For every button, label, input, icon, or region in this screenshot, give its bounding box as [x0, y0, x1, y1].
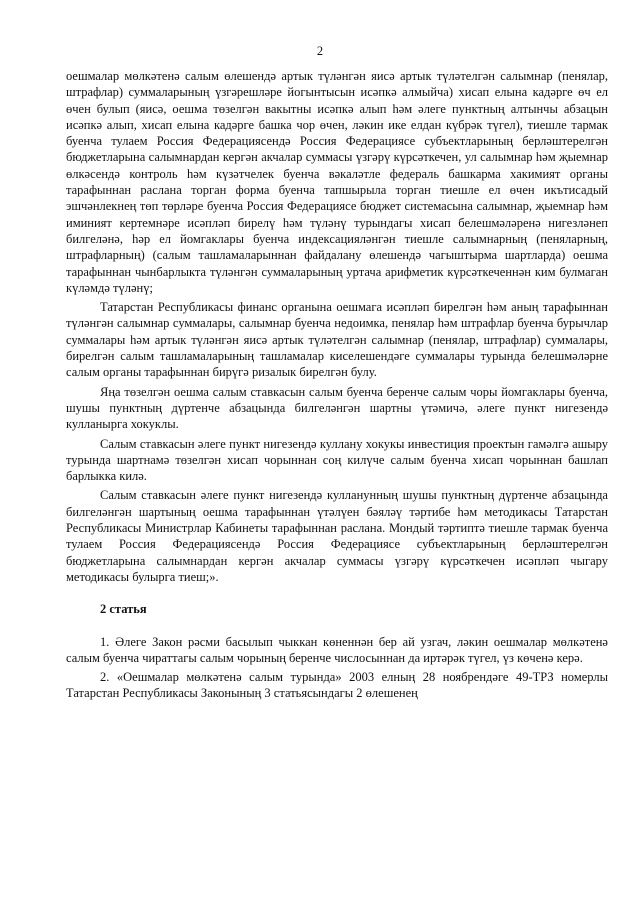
- section-title: 2 статья: [100, 602, 147, 617]
- paragraph: Салым ставкасын әлеге пункт нигезендә куллану хокукы инвестиция проектын гамәлгә ашыру турында шартнамә төзелгән хисап чорыннан соң килүче салым буенча хисап чорыннан башлап барлыкка килә.: [66, 436, 608, 484]
- paragraph: Татарстан Республикасы финанс органына оешмага исәпләп бирелгән һәм аның тарафыннан түләнгән салымнар суммалары, салымнар буенча недоимка, пенялар һәм штрафлар буенча бурычлар суммалары һәм артык түләнгән яисә артык түләтелгән салымнар (пенялар, штрафлар) суммалары, бирелгән салым ташламаларының ташламалар киселешендәге суммалары турында белешмәләрне салым органы тарафыннан бирүгә ризалык бирелгән булу.: [66, 300, 608, 380]
- paragraph: Салым ставкасын әлеге пункт нигезендә кулланунның шушы пунктның дүртенче абзацында билгеләнгән шартының оешма тарафыннан үтәлүен бәяләү тәртибе һәм методикасы Татарстан Республикасы Министрлар Кабинеты тарафыннан раслана. Мондый тәртиптә тиешле тармак буенча тулаем Россия Федерациясендә Россия Федерациясе субъектларының берләштерелгән бюджетларына салымнардан кергән акчалар суммасы үзгәрү күрсәткечен исәпләп чыгару методикасы булырга тиеш;».: [66, 488, 608, 584]
- section-paragraph: 1. Әлеге Закон рәсми басылып чыккан көненнән бер ай узгач, ләкин оешмалар мөлкәтенә салым буенча чираттагы салым чорының беренче числосыннан да иртәрәк түгел, үз көченә керә.: [66, 634, 608, 665]
- section-paragraph: 2. «Оешмалар мөлкәтенә салым турында» 2003 елның 28 ноябрендәге 49-ТРЗ номерлы Татарстан Республикасы Законының 3 статьясындагы 2 өлешенең: [66, 670, 608, 701]
- page-number: 2: [316, 44, 324, 58]
- paragraph: Яңа төзелгән оешма салым ставкасын салым буенча беренче салым чоры йомгаклары буенча, шушы пунктның дүртенче абзацында билгеләнгән шартны үтәмичә, әлеге пункт нигезендә кулланырга хокуклы.: [66, 384, 608, 432]
- document-body: [66, 68, 608, 705]
- paragraph-continued: оешмалар мөлкәтенә салым өлешендә артык түләнгән яисә артык түләтелгән салымнар (пенялар, штрафлар) суммаларының үзгәрешләре йогынтысын исәпкә алмыйча) хисап елына кадәрге өч ел өчен булып (яисә, оешма төзелгән вакытны исәпкә алып һәм әлеге пунктның алтынчы абзацын исәпкә алып, хисап елына кадәрге башка чор өчен, ләкин ике елдан күбрәк түгел), тиешле тармак буенча тулаем Россия Федерациясендә Россия Федерациясе субъектларының берләштерелгән бюджетларына салымнардан кергән акчалар суммасы үзгәрү күрсәткечен, ул салымнар һәм җыемнар өлкәсендә контроль һәм күзәтчелек буенча вәкаләтле федераль башкарма хакимият органы тарафыннан раслана торган форма буенча тапшырыла торган тиешле ел өчен икътисадый эшчәнлекнең төп төрләре буенча Россия Федерациясе бюджет системасына салымнар, җыемнар һәм иминият кертемнәре исәпләп бирелү һәм түләнү турындагы хисап белешмәләренә нигезләнеп билгеләнә, һәр ел йомгаклары буенча индексацияләнгән тиешле салымнарның (пеняларның, штрафларның) (салым ташламаларыннан файдалану өлешендә чагыштырма шартларда) оешма тарафыннан чынбарлыкта түләнгән суммаларының уртача арифметик күрсәткеченнән ким булмаган күләмдә түләнү;: [66, 69, 608, 295]
